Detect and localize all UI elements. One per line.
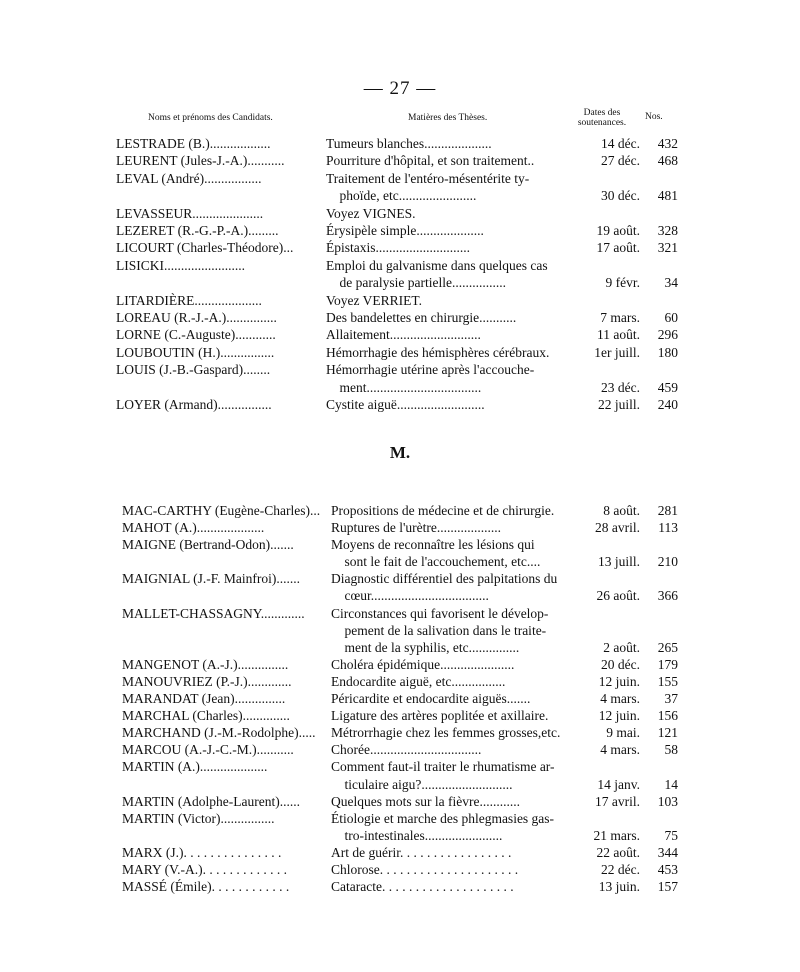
candidate-name: MANGENOT (A.-J.)............... xyxy=(122,656,289,672)
thesis-number: 432 xyxy=(657,136,678,151)
thesis-subject-line: Endocardite aiguë, etc................ xyxy=(331,673,506,689)
table-row xyxy=(0,674,800,691)
defense-date: 7 mars. xyxy=(600,309,640,325)
candidate-name: MASSÉ (Émile). . . . . . . . . . . . xyxy=(122,879,290,895)
candidate-name: MAIGNIAL (J.-F. Mainfroi)....... xyxy=(122,571,301,587)
thesis-subject-line: Chlorose. . . . . . . . . . . . . . . . . . . . . xyxy=(331,861,519,877)
candidate-name: LEURENT (Jules-J.-A.)........... xyxy=(116,153,285,169)
defense-date: 22 août. xyxy=(596,844,640,860)
table-row xyxy=(0,293,800,310)
thesis-number: 366 xyxy=(657,588,678,604)
candidate-name: LISICKI........................ xyxy=(116,257,245,273)
thesis-number: 14 xyxy=(664,776,678,792)
thesis-subject-line: Péricardite et endocardite aiguës....... xyxy=(331,691,531,707)
defense-date: 1er juill. xyxy=(594,344,640,360)
thesis-number: 179 xyxy=(657,656,678,672)
thesis-subject-line: Hémorrhagie des hémisphères cérébraux. xyxy=(326,344,550,360)
table-row xyxy=(0,362,800,397)
thesis-subject-line: phoïde, etc....................... xyxy=(326,188,477,204)
defense-date: 22 déc. xyxy=(601,861,640,877)
table-row xyxy=(0,879,800,896)
candidate-name: LICOURT (Charles-Théodore)... xyxy=(116,240,294,256)
table-row xyxy=(0,537,800,571)
section-letter-m: M. xyxy=(389,443,411,462)
thesis-number: 60 xyxy=(664,309,678,325)
defense-date: 20 déc. xyxy=(601,656,640,672)
defense-date: 30 déc. xyxy=(601,188,640,204)
candidate-name: LOREAU (R.-J.-A.)............... xyxy=(116,309,277,325)
defense-date: 23 déc. xyxy=(601,379,640,395)
candidate-name: MAC-CARTHY (Eugène-Charles)... xyxy=(122,503,321,518)
thesis-number: 321 xyxy=(657,240,678,256)
thesis-number: 75 xyxy=(664,827,678,843)
thesis-number: 281 xyxy=(657,503,678,518)
thesis-subject-line: Érysipèle simple.................... xyxy=(326,222,484,238)
candidate-name: MAIGNE (Bertrand-Odon)....... xyxy=(122,537,294,553)
table-row xyxy=(0,136,800,153)
table-row xyxy=(0,520,800,537)
candidate-name: MARANDAT (Jean)............... xyxy=(122,691,286,707)
defense-date: 27 déc. xyxy=(601,153,640,169)
thesis-subject-line: Art de guérir. . . . . . . . . . . . . . . . . xyxy=(331,844,512,860)
thesis-subject-line: ment.................................. xyxy=(326,379,482,395)
defense-date: 14 déc. xyxy=(601,136,640,151)
thesis-number: 453 xyxy=(657,861,678,877)
table-row xyxy=(0,708,800,725)
thesis-subject-line: sont le fait de l'accouchement, etc.... xyxy=(331,554,541,570)
thesis-subject-line: Voyez VERRIET. xyxy=(326,292,422,308)
table-row xyxy=(0,240,800,257)
thesis-subject-line: tro-intestinales....................... xyxy=(331,827,503,843)
defense-date: 26 août. xyxy=(596,588,640,604)
candidate-name: MARCHAL (Charles).............. xyxy=(122,708,290,724)
candidate-name: LORNE (C.-Auguste)............ xyxy=(116,327,276,343)
candidate-name: MARTIN (Adolphe-Laurent)...... xyxy=(122,793,301,809)
thesis-subject-line: Pourriture d'hôpital, et son traitement.. xyxy=(326,153,535,169)
table-row xyxy=(0,759,800,793)
defense-date: 14 janv. xyxy=(597,776,640,792)
candidate-name: MARTIN (A.).................... xyxy=(122,759,268,775)
table-row xyxy=(0,258,800,293)
table-row xyxy=(0,657,800,674)
thesis-number: 180 xyxy=(657,344,678,360)
defense-date: 13 juin. xyxy=(598,879,640,895)
thesis-subject-line: Circonstances qui favorisent le dévelop- xyxy=(331,605,549,621)
thesis-subject-line: de paralysie partielle................ xyxy=(326,275,506,291)
table-row xyxy=(0,206,800,223)
table-row xyxy=(0,345,800,362)
candidate-name: MAHOT (A.).................... xyxy=(122,520,265,536)
thesis-subject-line: Cystite aiguë.......................... xyxy=(326,396,485,412)
thesis-subject-line: Emploi du galvanisme dans quelques cas xyxy=(326,257,548,273)
table-row xyxy=(0,862,800,879)
candidate-name: MARX (J.). . . . . . . . . . . . . . . xyxy=(122,844,282,860)
thesis-subject-line: Quelques mots sur la fièvre............ xyxy=(331,793,520,809)
entries-l-section xyxy=(0,136,800,414)
defense-date: 22 juill. xyxy=(597,396,640,412)
defense-date: 17 avril. xyxy=(595,793,640,809)
entries-m-section xyxy=(0,503,800,896)
thesis-subject-line: Traitement de l'entéro-mésentérite ty- xyxy=(326,170,530,186)
table-row xyxy=(0,397,800,414)
defense-date: 9 févr. xyxy=(605,275,640,291)
thesis-number: 113 xyxy=(658,520,678,536)
table-row xyxy=(0,691,800,708)
table-row xyxy=(0,571,800,605)
thesis-subject-line: Allaitement........................... xyxy=(326,327,481,343)
table-row xyxy=(0,153,800,170)
thesis-subject-line: Hémorrhagie utérine après l'accouche- xyxy=(326,362,535,378)
thesis-subject-line: cœur................................... xyxy=(331,588,489,604)
thesis-subject-line: Des bandelettes en chirurgie........... xyxy=(326,309,517,325)
defense-date: 12 juin. xyxy=(598,708,640,724)
table-row xyxy=(0,811,800,845)
thesis-subject-line: Ligature des artères poplitée et axillaire. xyxy=(331,708,549,724)
candidate-name: LESTRADE (B.).................. xyxy=(116,136,271,151)
thesis-number: 58 xyxy=(664,742,678,758)
candidate-name: MANOUVRIEZ (P.-J.)............. xyxy=(122,673,292,689)
candidate-name: LITARDIÈRE.................... xyxy=(116,292,262,308)
thesis-subject-line: Choléra épidémique...................... xyxy=(331,656,515,672)
table-row xyxy=(0,742,800,759)
thesis-subject-line: Tumeurs blanches.................... xyxy=(326,136,492,151)
thesis-subject-line: pement de la salivation dans le traite- xyxy=(331,622,547,638)
defense-date: 4 mars. xyxy=(600,691,640,707)
thesis-number: 240 xyxy=(657,396,678,412)
defense-date: 8 août. xyxy=(603,503,640,518)
candidate-name: LEZERET (R.-G.-P.-A.)......... xyxy=(116,222,279,238)
thesis-number: 481 xyxy=(657,188,678,204)
candidate-name: MARCOU (A.-J.-C.-M.)........... xyxy=(122,742,294,758)
thesis-number: 103 xyxy=(657,793,678,809)
thesis-subject-line: Propositions de médecine et de chirurgie. xyxy=(331,503,555,518)
candidate-name: LOUBOUTIN (H.)................ xyxy=(116,344,275,360)
thesis-number: 155 xyxy=(657,673,678,689)
candidate-name: LOYER (Armand)................ xyxy=(116,396,272,412)
table-row xyxy=(0,327,800,344)
thesis-number: 265 xyxy=(657,639,678,655)
defense-date: 17 août. xyxy=(596,240,640,256)
thesis-subject-line: Chorée................................. xyxy=(331,742,482,758)
thesis-number: 156 xyxy=(657,708,678,724)
defense-date: 11 août. xyxy=(597,327,640,343)
thesis-subject-line: Ruptures de l'urètre................... xyxy=(331,520,502,536)
table-row xyxy=(0,503,800,520)
table-row xyxy=(0,223,800,240)
thesis-subject-line: Métrorrhagie chez les femmes grosses,etc. xyxy=(331,725,561,741)
thesis-subject-line: Épistaxis............................ xyxy=(326,240,470,256)
candidate-name: MARCHAND (J.-M.-Rodolphe)..... xyxy=(122,725,316,741)
thesis-subject-line: Étiologie et marche des phlegmasies gas- xyxy=(331,810,555,826)
defense-date: 13 juill. xyxy=(597,554,640,570)
thesis-number: 459 xyxy=(657,379,678,395)
table-row xyxy=(0,606,800,657)
candidate-name: LEVAL (André)................. xyxy=(116,170,262,186)
thesis-subject-line: Moyens de reconnaître les lésions qui xyxy=(331,537,535,553)
defense-date: 4 mars. xyxy=(600,742,640,758)
candidate-name: MARY (V.-A.). . . . . . . . . . . . . xyxy=(122,861,288,877)
header-defense-dates: Dates des soutenances. xyxy=(577,108,627,128)
header-number: Nos. xyxy=(645,112,663,122)
thesis-subject-line: ticulaire aigu?........................... xyxy=(331,776,513,792)
thesis-number: 328 xyxy=(657,222,678,238)
table-row xyxy=(0,845,800,862)
header-candidate-names: Noms et prénoms des Candidats. xyxy=(148,113,273,123)
candidate-name: LEVASSEUR..................... xyxy=(116,205,264,221)
thesis-number: 37 xyxy=(664,691,678,707)
defense-date: 12 juin. xyxy=(598,673,640,689)
thesis-number: 344 xyxy=(657,844,678,860)
candidate-name: MARTIN (Victor)................ xyxy=(122,810,275,826)
table-row xyxy=(0,310,800,327)
table-row xyxy=(0,725,800,742)
thesis-number: 34 xyxy=(664,275,678,291)
table-row xyxy=(0,171,800,206)
header-thesis-subjects: Matières des Thèses. xyxy=(408,113,488,123)
thesis-subject-line: Comment faut-il traiter le rhumatisme ar- xyxy=(331,759,555,775)
table-row xyxy=(0,794,800,811)
thesis-number: 121 xyxy=(657,725,678,741)
thesis-number: 210 xyxy=(657,554,678,570)
thesis-number: 296 xyxy=(657,327,678,343)
thesis-subject-line: Diagnostic différentiel des palpitations du xyxy=(331,571,558,587)
thesis-number: 468 xyxy=(657,153,678,169)
defense-date: 2 août. xyxy=(603,639,640,655)
thesis-subject-line: ment de la syphilis, etc............... xyxy=(331,639,520,655)
defense-date: 28 avril. xyxy=(595,520,640,536)
defense-date: 19 août. xyxy=(596,222,640,238)
thesis-subject-line: Voyez VIGNES. xyxy=(326,205,416,221)
candidate-name: LOUIS (J.-B.-Gaspard)........ xyxy=(116,362,271,378)
thesis-number: 157 xyxy=(657,879,678,895)
page-number: — 27 — xyxy=(363,78,437,99)
defense-date: 21 mars. xyxy=(593,827,640,843)
thesis-subject-line: Cataracte. . . . . . . . . . . . . . . . . . . . xyxy=(331,879,514,895)
defense-date: 9 mai. xyxy=(606,725,640,741)
candidate-name: MALLET-CHASSAGNY............. xyxy=(122,605,305,621)
